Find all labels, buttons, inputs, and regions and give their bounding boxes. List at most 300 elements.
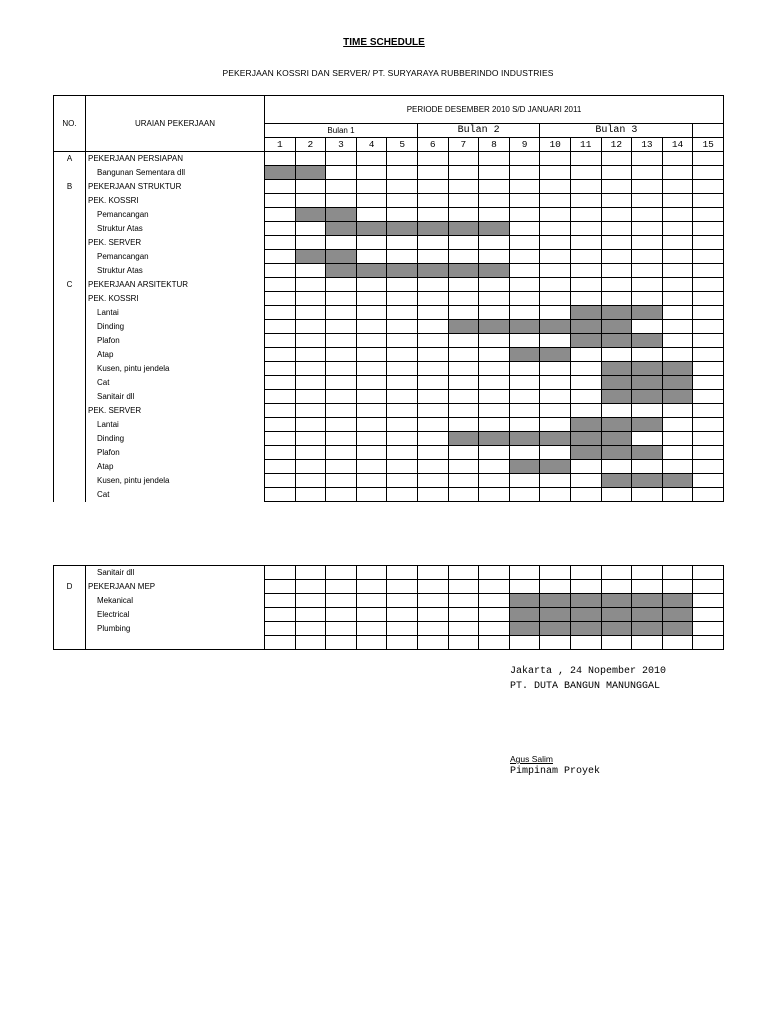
- gantt-empty-cell: [570, 636, 601, 650]
- schedule-row: [54, 166, 724, 180]
- gantt-empty-cell: [356, 608, 387, 622]
- gantt-empty-cell: [448, 488, 479, 502]
- gantt-empty-cell: [693, 580, 724, 594]
- gantt-bar-cell: [662, 390, 693, 404]
- row-description: Struktur Atas: [86, 222, 265, 236]
- gantt-bar-cell: [601, 432, 632, 446]
- gantt-empty-cell: [326, 180, 357, 194]
- gantt-empty-cell: [693, 594, 724, 608]
- gantt-bar-cell: [632, 334, 663, 348]
- gantt-empty-cell: [509, 194, 540, 208]
- gantt-empty-cell: [540, 250, 571, 264]
- gantt-empty-cell: [417, 208, 448, 222]
- gantt-empty-cell: [448, 236, 479, 250]
- gantt-empty-cell: [265, 208, 296, 222]
- gantt-empty-cell: [295, 418, 326, 432]
- gantt-empty-cell: [662, 580, 693, 594]
- gantt-empty-cell: [356, 594, 387, 608]
- gantt-bar-cell: [448, 432, 479, 446]
- gantt-empty-cell: [662, 566, 693, 580]
- gantt-empty-cell: [601, 166, 632, 180]
- gantt-empty-cell: [356, 580, 387, 594]
- gantt-empty-cell: [417, 418, 448, 432]
- gantt-bar-cell: [326, 250, 357, 264]
- row-number: [54, 432, 86, 446]
- gantt-empty-cell: [601, 636, 632, 650]
- gantt-empty-cell: [693, 390, 724, 404]
- row-description: Sanitair dll: [86, 390, 265, 404]
- gantt-empty-cell: [662, 264, 693, 278]
- gantt-bar-cell: [662, 474, 693, 488]
- gantt-empty-cell: [509, 474, 540, 488]
- gantt-empty-cell: [265, 292, 296, 306]
- gantt-bar-cell: [265, 166, 296, 180]
- gantt-empty-cell: [448, 594, 479, 608]
- gantt-empty-cell: [387, 566, 418, 580]
- gantt-bar-cell: [632, 418, 663, 432]
- gantt-empty-cell: [509, 208, 540, 222]
- gantt-empty-cell: [326, 348, 357, 362]
- gantt-empty-cell: [356, 488, 387, 502]
- gantt-empty-cell: [417, 580, 448, 594]
- gantt-empty-cell: [417, 320, 448, 334]
- row-number: [54, 404, 86, 418]
- gantt-empty-cell: [448, 376, 479, 390]
- gantt-bar-cell: [448, 222, 479, 236]
- gantt-empty-cell: [479, 608, 510, 622]
- row-description: Dinding: [86, 432, 265, 446]
- gantt-empty-cell: [326, 474, 357, 488]
- gantt-empty-cell: [417, 594, 448, 608]
- gantt-empty-cell: [540, 152, 571, 166]
- gantt-bar-cell: [662, 362, 693, 376]
- gantt-bar-cell: [632, 594, 663, 608]
- schedule-row: [54, 580, 724, 594]
- gantt-empty-cell: [509, 264, 540, 278]
- gantt-empty-cell: [265, 334, 296, 348]
- row-number: [54, 622, 86, 636]
- gantt-empty-cell: [326, 166, 357, 180]
- gantt-empty-cell: [570, 404, 601, 418]
- gantt-empty-cell: [265, 348, 296, 362]
- gantt-bar-cell: [448, 320, 479, 334]
- gantt-empty-cell: [693, 418, 724, 432]
- gantt-empty-cell: [479, 362, 510, 376]
- schedule-table-continued: [53, 565, 724, 650]
- gantt-empty-cell: [387, 594, 418, 608]
- row-description: Bangunan Sementara dll: [86, 166, 265, 180]
- gantt-bar-cell: [570, 622, 601, 636]
- gantt-empty-cell: [448, 474, 479, 488]
- row-description: PEKERJAAN STRUKTUR: [86, 180, 265, 194]
- gantt-bar-cell: [570, 320, 601, 334]
- gantt-empty-cell: [570, 236, 601, 250]
- gantt-bar-cell: [479, 222, 510, 236]
- gantt-empty-cell: [662, 236, 693, 250]
- gantt-empty-cell: [387, 236, 418, 250]
- gantt-bar-cell: [479, 432, 510, 446]
- gantt-empty-cell: [265, 474, 296, 488]
- gantt-empty-cell: [265, 222, 296, 236]
- gantt-bar-cell: [632, 362, 663, 376]
- gantt-empty-cell: [662, 306, 693, 320]
- gantt-empty-cell: [417, 566, 448, 580]
- gantt-empty-cell: [326, 488, 357, 502]
- gantt-empty-cell: [570, 390, 601, 404]
- gantt-empty-cell: [448, 194, 479, 208]
- gantt-empty-cell: [295, 376, 326, 390]
- schedule-row: [54, 594, 724, 608]
- gantt-bar-cell: [601, 390, 632, 404]
- gantt-empty-cell: [387, 334, 418, 348]
- gantt-empty-cell: [479, 236, 510, 250]
- gantt-empty-cell: [326, 320, 357, 334]
- gantt-empty-cell: [540, 208, 571, 222]
- gantt-empty-cell: [387, 488, 418, 502]
- gantt-bar-cell: [509, 594, 540, 608]
- gantt-empty-cell: [417, 348, 448, 362]
- gantt-empty-cell: [693, 460, 724, 474]
- gantt-empty-cell: [540, 278, 571, 292]
- gantt-empty-cell: [479, 566, 510, 580]
- schedule-row: [54, 566, 724, 580]
- row-description: Cat: [86, 488, 265, 502]
- header-week-9: 9: [509, 138, 540, 152]
- gantt-empty-cell: [479, 180, 510, 194]
- gantt-empty-cell: [448, 152, 479, 166]
- gantt-empty-cell: [265, 404, 296, 418]
- gantt-bar-cell: [540, 432, 571, 446]
- row-number: [54, 594, 86, 608]
- gantt-empty-cell: [693, 622, 724, 636]
- gantt-empty-cell: [295, 432, 326, 446]
- gantt-empty-cell: [479, 152, 510, 166]
- gantt-empty-cell: [448, 334, 479, 348]
- gantt-empty-cell: [356, 390, 387, 404]
- gantt-empty-cell: [448, 460, 479, 474]
- gantt-empty-cell: [417, 474, 448, 488]
- gantt-empty-cell: [693, 278, 724, 292]
- gantt-bar-cell: [601, 474, 632, 488]
- row-description: PEKERJAAN ARSITEKTUR: [86, 278, 265, 292]
- gantt-empty-cell: [601, 348, 632, 362]
- gantt-empty-cell: [387, 208, 418, 222]
- row-description: Sanitair dll: [86, 566, 265, 580]
- gantt-empty-cell: [479, 390, 510, 404]
- gantt-bar-cell: [295, 250, 326, 264]
- gantt-empty-cell: [540, 292, 571, 306]
- gantt-empty-cell: [387, 418, 418, 432]
- header-week-15: 15: [693, 138, 724, 152]
- gantt-bar-cell: [662, 376, 693, 390]
- row-number: [54, 390, 86, 404]
- gantt-empty-cell: [448, 250, 479, 264]
- row-number: [54, 566, 86, 580]
- gantt-empty-cell: [632, 580, 663, 594]
- gantt-bar-cell: [417, 222, 448, 236]
- row-number: [54, 348, 86, 362]
- gantt-empty-cell: [356, 334, 387, 348]
- gantt-bar-cell: [570, 432, 601, 446]
- row-description: PEKERJAAN PERSIAPAN: [86, 152, 265, 166]
- row-number: [54, 208, 86, 222]
- gantt-empty-cell: [509, 306, 540, 320]
- gantt-empty-cell: [632, 404, 663, 418]
- gantt-empty-cell: [295, 622, 326, 636]
- row-description: [86, 636, 265, 650]
- gantt-empty-cell: [540, 488, 571, 502]
- gantt-empty-cell: [417, 460, 448, 474]
- gantt-bar-cell: [540, 608, 571, 622]
- gantt-empty-cell: [662, 334, 693, 348]
- gantt-empty-cell: [693, 194, 724, 208]
- gantt-empty-cell: [570, 264, 601, 278]
- row-number: C: [54, 278, 86, 292]
- row-description: Kusen, pintu jendela: [86, 474, 265, 488]
- gantt-empty-cell: [632, 348, 663, 362]
- gantt-empty-cell: [479, 334, 510, 348]
- gantt-empty-cell: [509, 390, 540, 404]
- gantt-empty-cell: [570, 180, 601, 194]
- gantt-empty-cell: [601, 460, 632, 474]
- schedule-row: [54, 348, 724, 362]
- gantt-empty-cell: [387, 166, 418, 180]
- gantt-empty-cell: [265, 460, 296, 474]
- schedule-row: [54, 362, 724, 376]
- gantt-empty-cell: [479, 580, 510, 594]
- gantt-empty-cell: [693, 292, 724, 306]
- row-description: Mekanical: [86, 594, 265, 608]
- gantt-empty-cell: [417, 362, 448, 376]
- gantt-empty-cell: [417, 376, 448, 390]
- document-subtitle: PEKERJAAN KOSSRI DAN SERVER/ PT. SURYARAYA RUBBERINDO INDUSTRIES: [222, 68, 554, 78]
- gantt-empty-cell: [387, 390, 418, 404]
- gantt-empty-cell: [295, 580, 326, 594]
- gantt-empty-cell: [295, 460, 326, 474]
- row-description: Plafon: [86, 446, 265, 460]
- gantt-empty-cell: [265, 376, 296, 390]
- gantt-empty-cell: [540, 222, 571, 236]
- gantt-empty-cell: [693, 222, 724, 236]
- gantt-empty-cell: [295, 222, 326, 236]
- gantt-empty-cell: [570, 474, 601, 488]
- gantt-empty-cell: [601, 208, 632, 222]
- row-number: [54, 488, 86, 502]
- gantt-empty-cell: [448, 404, 479, 418]
- gantt-empty-cell: [417, 636, 448, 650]
- gantt-empty-cell: [632, 432, 663, 446]
- gantt-bar-cell: [601, 334, 632, 348]
- gantt-empty-cell: [295, 320, 326, 334]
- gantt-empty-cell: [509, 488, 540, 502]
- gantt-empty-cell: [265, 236, 296, 250]
- gantt-bar-cell: [509, 460, 540, 474]
- row-number: [54, 194, 86, 208]
- gantt-empty-cell: [265, 152, 296, 166]
- gantt-empty-cell: [326, 404, 357, 418]
- gantt-empty-cell: [509, 418, 540, 432]
- gantt-empty-cell: [448, 208, 479, 222]
- gantt-empty-cell: [479, 488, 510, 502]
- gantt-empty-cell: [265, 390, 296, 404]
- gantt-bar-cell: [570, 306, 601, 320]
- gantt-empty-cell: [632, 250, 663, 264]
- gantt-empty-cell: [295, 488, 326, 502]
- gantt-bar-cell: [570, 594, 601, 608]
- gantt-empty-cell: [387, 306, 418, 320]
- gantt-empty-cell: [265, 250, 296, 264]
- gantt-empty-cell: [265, 306, 296, 320]
- gantt-bar-cell: [540, 320, 571, 334]
- gantt-empty-cell: [448, 636, 479, 650]
- gantt-empty-cell: [387, 608, 418, 622]
- gantt-bar-cell: [632, 474, 663, 488]
- gantt-empty-cell: [417, 194, 448, 208]
- gantt-empty-cell: [448, 166, 479, 180]
- schedule-row: [54, 404, 724, 418]
- gantt-empty-cell: [387, 474, 418, 488]
- header-week-14: 14: [662, 138, 693, 152]
- gantt-empty-cell: [387, 446, 418, 460]
- gantt-empty-cell: [417, 152, 448, 166]
- gantt-empty-cell: [295, 566, 326, 580]
- gantt-empty-cell: [540, 474, 571, 488]
- gantt-empty-cell: [326, 460, 357, 474]
- gantt-empty-cell: [265, 194, 296, 208]
- row-number: [54, 222, 86, 236]
- gantt-empty-cell: [265, 320, 296, 334]
- gantt-empty-cell: [509, 278, 540, 292]
- schedule-row: [54, 608, 724, 622]
- gantt-empty-cell: [448, 278, 479, 292]
- gantt-bar-cell: [479, 264, 510, 278]
- gantt-empty-cell: [601, 278, 632, 292]
- gantt-empty-cell: [295, 362, 326, 376]
- gantt-empty-cell: [448, 622, 479, 636]
- gantt-empty-cell: [265, 446, 296, 460]
- row-number: [54, 446, 86, 460]
- gantt-empty-cell: [326, 306, 357, 320]
- gantt-empty-cell: [693, 348, 724, 362]
- gantt-empty-cell: [540, 566, 571, 580]
- gantt-empty-cell: [693, 306, 724, 320]
- gantt-empty-cell: [356, 306, 387, 320]
- gantt-empty-cell: [326, 622, 357, 636]
- gantt-empty-cell: [326, 376, 357, 390]
- header-week-6: 6: [417, 138, 448, 152]
- gantt-empty-cell: [479, 418, 510, 432]
- gantt-empty-cell: [356, 194, 387, 208]
- signature-position: Pimpinam Proyek: [510, 766, 601, 777]
- gantt-empty-cell: [479, 376, 510, 390]
- gantt-empty-cell: [265, 566, 296, 580]
- gantt-empty-cell: [570, 580, 601, 594]
- gantt-empty-cell: [387, 432, 418, 446]
- row-number: [54, 376, 86, 390]
- row-description: Lantai: [86, 418, 265, 432]
- gantt-bar-cell: [601, 362, 632, 376]
- gantt-empty-cell: [570, 222, 601, 236]
- gantt-empty-cell: [601, 404, 632, 418]
- gantt-empty-cell: [326, 580, 357, 594]
- gantt-empty-cell: [417, 278, 448, 292]
- gantt-empty-cell: [356, 250, 387, 264]
- gantt-empty-cell: [509, 222, 540, 236]
- gantt-empty-cell: [265, 432, 296, 446]
- gantt-empty-cell: [662, 222, 693, 236]
- gantt-empty-cell: [693, 208, 724, 222]
- gantt-empty-cell: [295, 608, 326, 622]
- gantt-empty-cell: [509, 636, 540, 650]
- gantt-empty-cell: [632, 166, 663, 180]
- row-number: B: [54, 180, 86, 194]
- gantt-bar-cell: [601, 376, 632, 390]
- schedule-row: [54, 460, 724, 474]
- gantt-empty-cell: [540, 446, 571, 460]
- header-month-3: Bulan 3: [540, 124, 693, 138]
- row-description: Atap: [86, 348, 265, 362]
- header-week-13: 13: [632, 138, 663, 152]
- gantt-bar-cell: [509, 432, 540, 446]
- gantt-empty-cell: [601, 222, 632, 236]
- gantt-empty-cell: [601, 236, 632, 250]
- signature-place-date: Jakarta , 24 Nopember 2010: [510, 666, 667, 677]
- row-description: PEK. SERVER: [86, 236, 265, 250]
- gantt-empty-cell: [356, 362, 387, 376]
- gantt-empty-cell: [479, 404, 510, 418]
- gantt-empty-cell: [356, 636, 387, 650]
- gantt-empty-cell: [448, 348, 479, 362]
- gantt-empty-cell: [632, 460, 663, 474]
- gantt-empty-cell: [265, 594, 296, 608]
- gantt-bar-cell: [509, 348, 540, 362]
- row-description: Plumbing: [86, 622, 265, 636]
- row-description: PEK. KOSSRI: [86, 292, 265, 306]
- gantt-empty-cell: [662, 432, 693, 446]
- header-month-2: Bulan 2: [417, 124, 539, 138]
- gantt-bar-cell: [570, 334, 601, 348]
- row-description: Atap: [86, 460, 265, 474]
- gantt-empty-cell: [693, 334, 724, 348]
- gantt-empty-cell: [662, 446, 693, 460]
- gantt-empty-cell: [326, 594, 357, 608]
- gantt-empty-cell: [570, 362, 601, 376]
- signature-name: Agus Salim: [510, 754, 553, 764]
- gantt-empty-cell: [540, 636, 571, 650]
- row-number: [54, 460, 86, 474]
- gantt-empty-cell: [417, 180, 448, 194]
- gantt-empty-cell: [295, 152, 326, 166]
- gantt-empty-cell: [570, 376, 601, 390]
- gantt-empty-cell: [479, 348, 510, 362]
- gantt-bar-cell: [326, 264, 357, 278]
- gantt-empty-cell: [509, 376, 540, 390]
- gantt-empty-cell: [632, 152, 663, 166]
- gantt-empty-cell: [417, 622, 448, 636]
- gantt-empty-cell: [479, 446, 510, 460]
- gantt-empty-cell: [295, 390, 326, 404]
- gantt-empty-cell: [448, 180, 479, 194]
- gantt-empty-cell: [295, 292, 326, 306]
- gantt-bar-cell: [295, 166, 326, 180]
- gantt-empty-cell: [387, 320, 418, 334]
- gantt-empty-cell: [448, 418, 479, 432]
- gantt-empty-cell: [417, 306, 448, 320]
- gantt-empty-cell: [356, 180, 387, 194]
- gantt-empty-cell: [356, 208, 387, 222]
- gantt-bar-cell: [387, 264, 418, 278]
- row-description: Plafon: [86, 334, 265, 348]
